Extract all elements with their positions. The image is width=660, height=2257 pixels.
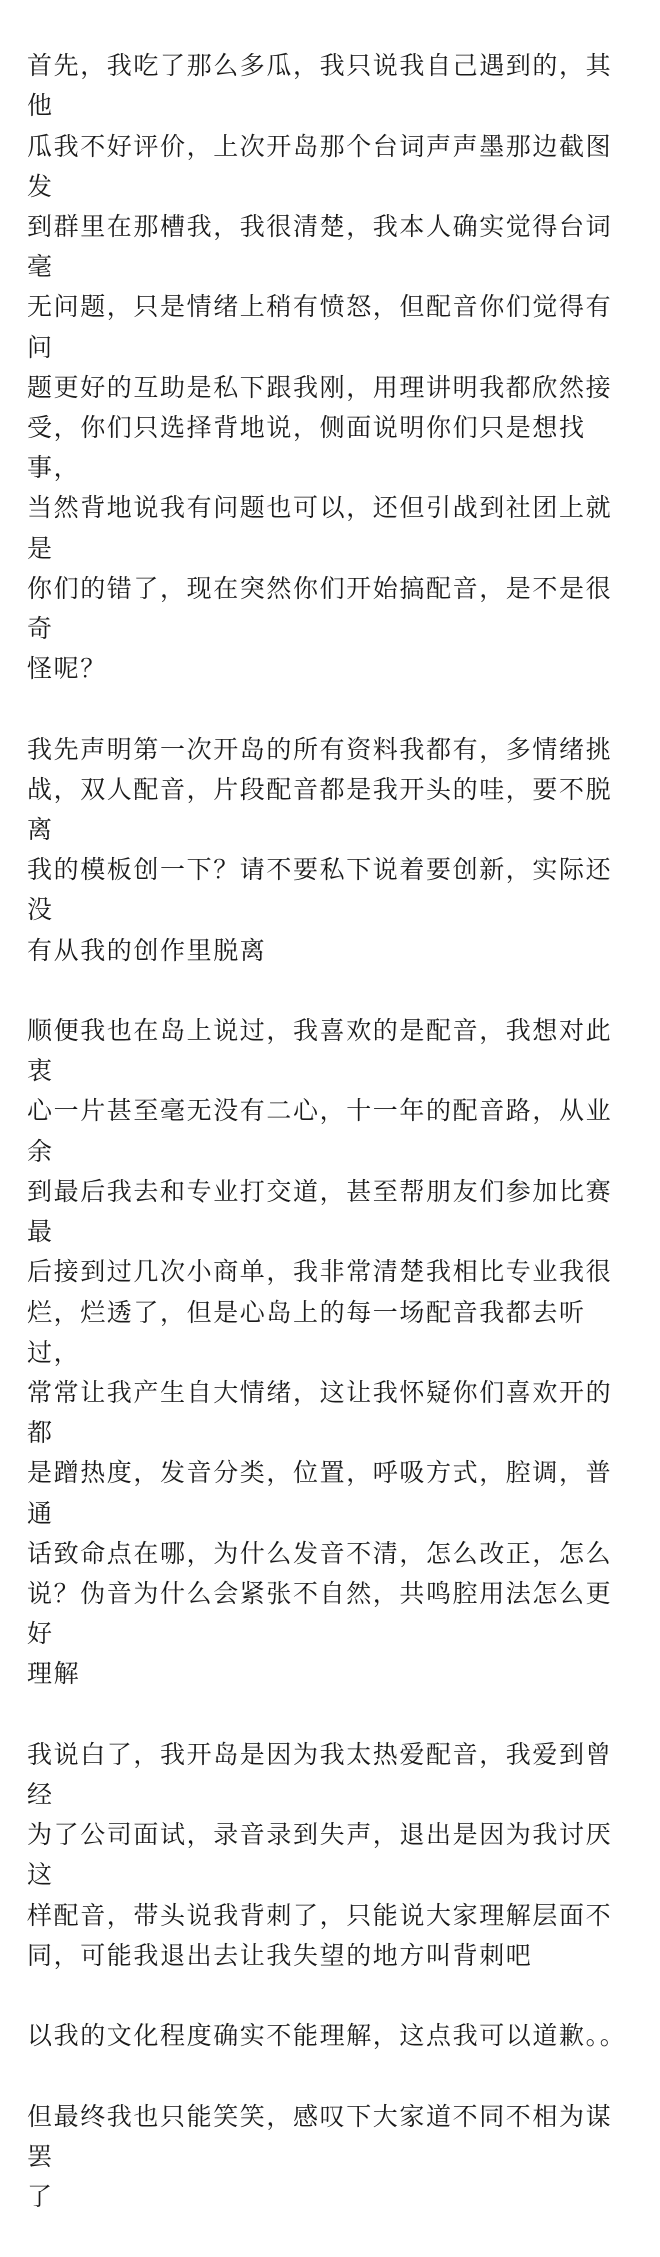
post-body: [27, 6, 638, 2257]
paragraph-4: 我说白了，我开岛是因为我太热爱配音，我爱到曾经 为了公司面试，录音录到失声，退出是因为我讨厌这 样配音，带头说我背刺了，只能说大家理解层面不 同，可能我退出去让我失望的地方叫背刺吧: [27, 1739, 613, 1970]
paragraph-6: 但最终我也只能笑笑，感叹下大家道不同不相为谋罢 了: [27, 2101, 613, 2211]
paragraph-1: 首先，我吃了那么多瓜，我只说我自己遇到的，其他 瓜我不好评价，上次开岛那个台词声声墨那边截图发 到群里在那槽我，我很清楚，我本人确实觉得台词毫 无问题，只是情绪上稍有愤怒，但配音你们觉得有问 题更好的互助是私下跟我刚，用理讲明我都欣然接 受，你们只选择背地说，侧面说明你们只是想找事， 当然背地说我有问题也可以，还但引战到社团上就是 你们的错了，现在突然你们开始搞配音，是不是很奇 怪呢？: [27, 51, 613, 684]
paragraph-2: 我先声明第一次开岛的所有资料我都有，多情绪挑 战，双人配音，片段配音都是我开头的哇，要不脱离 我的模板创一下？请不要私下说着要创新，实际还没 有从我的创作里脱离: [27, 734, 613, 965]
paragraph-5: 以我的文化程度确实不能理解，这点我可以道歉。。: [27, 2021, 627, 2051]
paragraph-3: 顺便我也在岛上说过，我喜欢的是配音，我想对此衷 心一片甚至毫无没有二心，十一年的配音路，从业余 到最后我去和专业打交道，甚至帮朋友们参加比赛最 后接到过几次小商单，我非常清楚我相比专业我很 烂，烂透了，但是心岛上的每一场配音我都去听过， 常常让我产生自大情绪，这让我怀疑你们喜欢开的都 是蹭热度，发音分类，位置，呼吸方式，腔调，普通 话致命点在哪，为什么发音不清，怎么改正，怎么 说？伪音为什么会紧张不自然，共鸣腔用法怎么更好 理解: [27, 1016, 613, 1689]
